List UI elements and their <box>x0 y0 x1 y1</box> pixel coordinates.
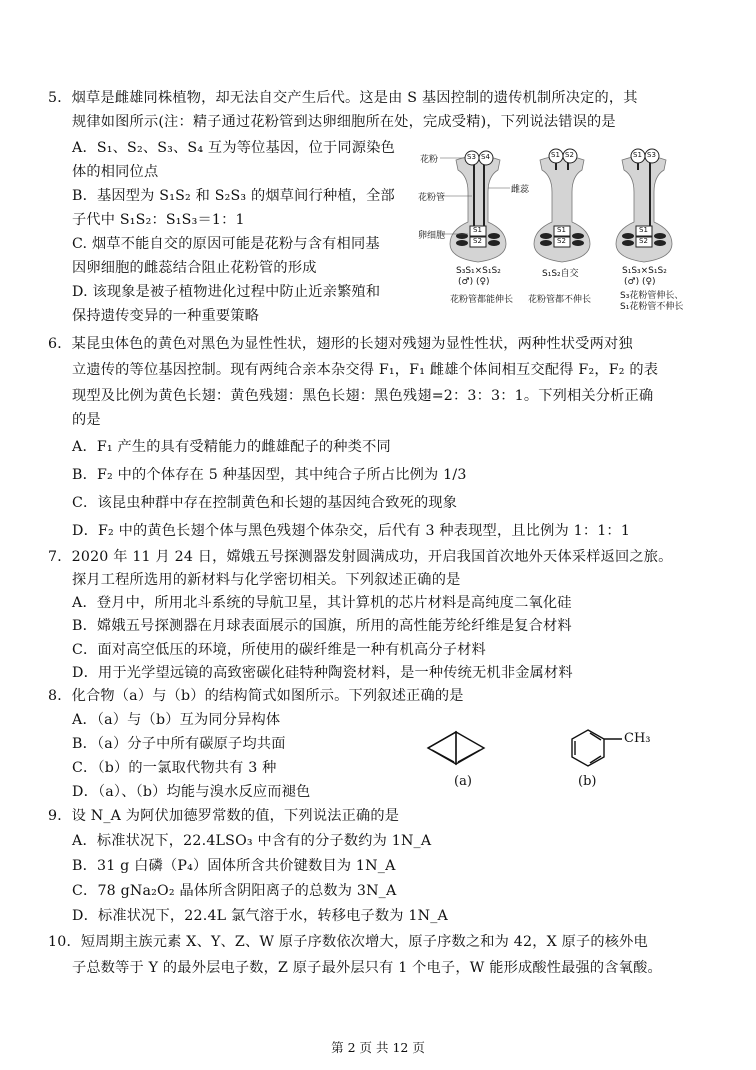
compound-a-label: (a) <box>454 774 472 789</box>
q5-stem-line-2: 规律如图所示(注：精子通过花粉管到达卵细胞所在处，完成受精)，下列说法错误的是 <box>72 114 616 130</box>
q7-option-d: D．用于光学望远镜的高致密碳化硅特种陶瓷材料，是一种传统无机非金属材料 <box>72 665 573 681</box>
p3-sex: (♂) (♀) <box>624 277 656 287</box>
label-pollen-tube: 花粉管 <box>418 193 446 203</box>
p3-egg-bottom: S2 <box>639 237 648 245</box>
pistil-1 <box>440 151 510 262</box>
q5-option-c-line-2: 因卵细胞的雌蕊结合阻止花粉管的形成 <box>72 260 317 276</box>
q8-option-c: C．（b）的一氯取代物共有 3 种 <box>72 760 277 776</box>
q8-option-d: D．（a）、（b）均能与溴水反应而褪色 <box>72 784 311 800</box>
p1-sex: (♂) (♀) <box>458 277 490 287</box>
methyl-group-label: CH₃ <box>624 731 651 746</box>
q6-option-c: C．该昆虫种群中存在控制黄色和长翅的基因纯合致死的现象 <box>72 495 458 511</box>
p2-pollen-right: S2 <box>565 151 574 159</box>
q6-stem-line-1: 6．某昆虫体色的黄色对黑色为显性性状，翅形的长翅对残翅为显性性状，两种性状受两对独 <box>48 336 633 352</box>
q5-option-b-line-1: B．基因型为 S₁S₂ 和 S₂S₃ 的烟草间行种植，全部 <box>72 188 395 204</box>
q8-option-b: B．（a）分子中所有碳原子均共面 <box>72 736 286 752</box>
p3-caption-2: S₁花粉管不伸长 <box>620 302 684 312</box>
q10-stem-line-1: 10．短周期主族元素 X、Y、Z、W 原子序数依次增大，原子序数之和为 42，X 原子的核外电 <box>48 934 648 950</box>
p1-pollen-right: S4 <box>481 153 490 161</box>
q5-option-d-line-1: D. 该现象是被子植物进化过程中防止近亲繁殖和 <box>72 284 381 300</box>
q7-option-a: A．登月中，所用北斗系统的导航卫星，其计算机的芯片材料是高纯度二氧化硅 <box>72 595 572 611</box>
toluene-b <box>572 730 622 766</box>
q7-stem-line-2: 探月工程所选用的新材料与化学密切相关。下列叙述正确的是 <box>72 572 461 588</box>
p2-egg-top: S1 <box>557 226 566 234</box>
compound-structures-figure <box>418 716 698 796</box>
q5-option-c-line-1: C. 烟草不能自交的原因可能是花粉与含有相同基 <box>72 236 380 252</box>
q9-stem: 9．设 N_A 为阿伏加德罗常数的值，下列说法正确的是 <box>48 808 400 824</box>
q8-option-a: A．（a）与（b）互为同分异构体 <box>72 712 281 728</box>
q7-option-b: B．嫦娥五号探测器在月球表面展示的国旗，所用的高性能芳纶纤维是复合材料 <box>72 618 572 634</box>
pistil-3 <box>616 149 672 262</box>
p3-caption-1: S₃花粉管伸长、 <box>620 291 684 301</box>
q5-option-a-line-2: 体的相同位点 <box>72 164 159 180</box>
q8-stem: 8．化合物（a）与（b）的结构简式如图所示。下列叙述正确的是 <box>48 688 464 704</box>
p2-cross: S₁S₂自交 <box>542 269 579 279</box>
q7-option-c: C．面对高空低压的环境，所使用的碳纤维是一种有机高分子材料 <box>72 642 486 658</box>
p3-egg-top: S1 <box>639 226 648 234</box>
p3-pollen-right: S3 <box>647 151 656 159</box>
q6-option-d: D．F₂ 中的黄色长翅个体与黑色残翅个体杂交，后代有 3 种表现型，且比例为 1：1：1 <box>72 523 631 539</box>
pollen-tube-figure <box>418 140 700 312</box>
label-pollen: 花粉 <box>420 155 439 165</box>
pistil-2 <box>534 149 590 262</box>
q6-option-a: A．F₁ 产生的具有受精能力的雌雄配子的种类不同 <box>72 439 391 455</box>
p3-cross: S₁S₃×S₁S₂ <box>622 266 667 276</box>
p2-pollen-left: S1 <box>551 151 560 159</box>
q9-option-b: B．31 g 白磷（P₄）固体所含共价键数目为 1N_A <box>72 858 396 874</box>
p1-cross: S₃S₁×S₁S₂ <box>456 266 501 276</box>
p1-pollen-left: S3 <box>467 153 476 161</box>
q6-stem-line-3: 现型及比例为黄色长翅：黄色残翅：黑色长翅：黑色残翅=2：3：3：1。下列相关分析正确 <box>72 388 654 404</box>
q5-option-d-line-2: 保持遗传变异的一种重要策略 <box>72 308 260 324</box>
q6-stem-line-4: 的是 <box>72 412 101 428</box>
label-egg-cell: 卵细胞 <box>418 231 446 241</box>
label-pistil: 雌蕊 <box>511 185 530 195</box>
q10-stem-line-2: 子总数等于 Y 的最外层电子数，Z 原子最外层只有 1 个电子，W 能形成酸性最强的含氧酸。 <box>72 960 662 976</box>
page-footer: 第 2 页 共 12 页 <box>331 1040 425 1055</box>
p2-caption: 花粉管都不伸长 <box>528 295 592 305</box>
q5-stem-line-1: 5．烟草是雌雄同株植物，却无法自交产生后代。这是由 S 基因控制的遗传机制所决定的，其 <box>48 90 638 106</box>
q9-option-a: A．标准状况下，22.4LSO₃ 中含有的分子数约为 1N_A <box>72 833 432 849</box>
p2-egg-bottom: S2 <box>557 237 566 245</box>
q9-option-d: D．标准状况下，22.4L 氯气溶于水，转移电子数为 1N_A <box>72 908 448 924</box>
p1-egg-bottom: S2 <box>473 237 482 245</box>
q7-stem-line-1: 7．2020 年 11 月 24 日，嫦娥五号探测器发射圆满成功，开启我国首次地外天体采样返回之旅。 <box>48 549 673 565</box>
q6-option-b: B．F₂ 中的个体存在 5 种基因型，其中纯合子所占比例为 1/3 <box>72 467 467 483</box>
q5-option-b-line-2: 子代中 S₁S₂：S₁S₃＝1：1 <box>72 212 245 228</box>
p1-caption: 花粉管都能伸长 <box>450 295 514 305</box>
q5-option-a-line-1: A．S₁、S₂、S₃、S₄ 互为等位基因，位于同源染色 <box>72 140 395 156</box>
p1-egg-top: S1 <box>473 226 482 234</box>
q6-stem-line-2: 立遗传的等位基因控制。现有两纯合亲本杂交得 F₁，F₁ 雌雄个体间相互交配得 F₂，F₂ 的表 <box>72 362 659 378</box>
p3-pollen-left: S1 <box>633 151 642 159</box>
compound-b-label: (b) <box>578 774 597 789</box>
spiro-compound-a <box>428 732 484 764</box>
q9-option-c: C．78 gNa₂O₂ 晶体所含阴阳离子的总数为 3N_A <box>72 883 397 899</box>
